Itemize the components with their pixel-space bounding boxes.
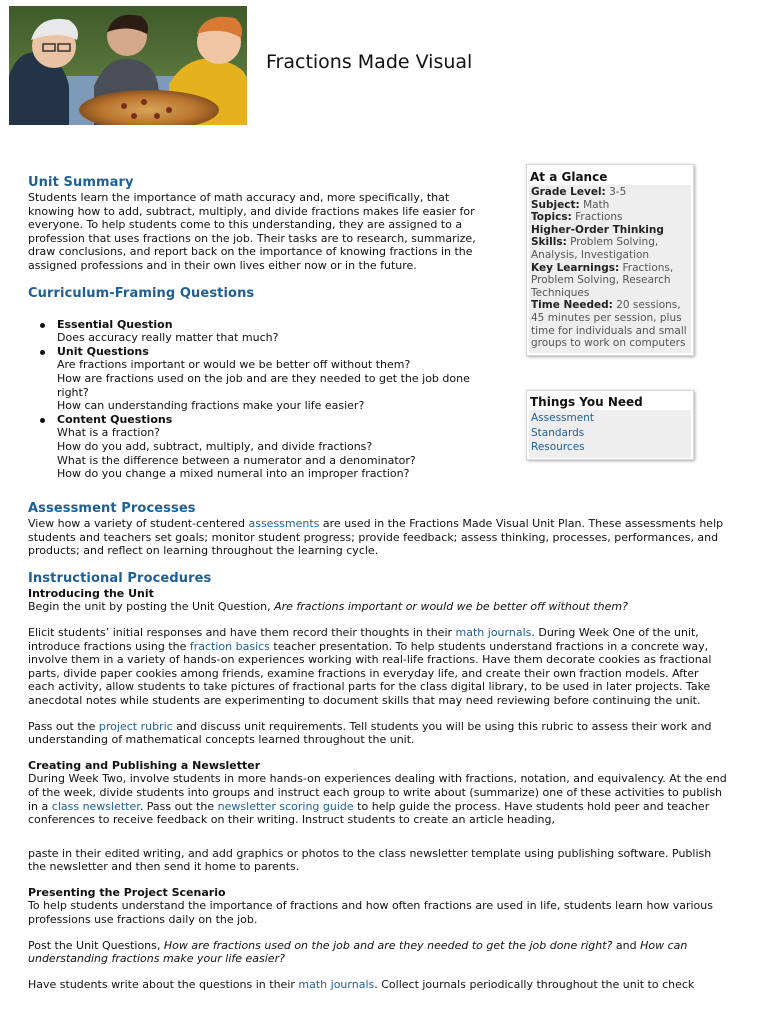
key-learnings-value: Fractions, Problem Solving, Research Techniques	[531, 261, 674, 299]
hot-value: Problem Solving, Analysis, Investigation	[531, 236, 659, 261]
cfq-question: How are fractions used on the job and are they needed to get the job done right?	[57, 371, 470, 399]
introducing-subheading: Introducing the Unit	[28, 586, 154, 600]
topics-label: Topics:	[531, 211, 572, 224]
cfq-item-unit	[28, 345, 498, 413]
cfq-question: How do you change a mixed numeral into an improper fraction?	[57, 467, 410, 481]
question-emphasis: How are fractions used on the job and are they needed to get the job done right?	[163, 938, 613, 952]
text-fragment: Begin the unit by posting the Unit Question,	[28, 600, 275, 614]
assessment-link[interactable]: Assessment	[531, 412, 594, 424]
subject-label: Subject:	[531, 198, 580, 211]
assessment-heading: Assessment Processes	[28, 501, 196, 516]
things-you-need-title: Things You Need	[530, 395, 643, 409]
assessment-text	[28, 517, 728, 558]
bullet-icon	[40, 323, 45, 328]
cfq-heading: Curriculum-Framing Questions	[28, 285, 255, 301]
at-a-glance-box	[526, 164, 694, 356]
scenario-subheading: Presenting the Project Scenario	[28, 885, 226, 899]
full-width-section	[28, 500, 728, 991]
at-a-glance-title: At a Glance	[530, 170, 608, 184]
time-needed-value: 20 sessions, 45 minutes per session, plus time for individuals and small groups to work on computers	[531, 299, 687, 350]
main-column	[28, 174, 498, 481]
text-fragment: teacher presentation. To help students understand fractions in a concrete way, involve them in a variety of hands-on experiences working with real-life fractions. Have them decorate cookies as fractional parts, divide paper cookies among friends, examine fractions in everyday life, and create their own fraction models. After each activity, allow students to take pictures of fractional parts for the class digital library, to be used in later projects. Take anecdotal notes while students are experimenting to document skills that may need reviewing before continuing the unit.	[28, 639, 712, 707]
elicit-paragraph	[28, 626, 728, 708]
key-learnings-label: Key Learnings:	[531, 261, 620, 274]
cfq-list	[28, 318, 498, 481]
hero-photo	[9, 6, 247, 125]
cfq-question: How can understanding fractions make your life easier?	[57, 399, 365, 413]
cfq-label: Unit Questions	[57, 344, 149, 358]
intro-paragraph	[28, 600, 728, 614]
text-fragment: Elicit students’ initial responses and have them record their thoughts in their	[28, 625, 456, 639]
text-fragment: . Collect journals periodically throughout the unit to check	[374, 977, 695, 991]
scenario-paragraph: To help students understand the importance of fractions and how often fractions are used in life, students learn how various professions use fractions daily on the job.	[28, 899, 713, 927]
publish-paragraph: paste in their edited writing, and add graphics or photos to the class newsletter template using publishing software. Publish the newsletter and then send it home to parents.	[28, 846, 712, 874]
cfq-question: What is the difference between a numerator and a denominator?	[57, 453, 416, 467]
fraction-basics-link[interactable]: fraction basics	[189, 639, 270, 653]
topics-value: Fractions	[575, 211, 623, 224]
cfq-question: What is a fraction?	[57, 426, 161, 440]
class-newsletter-link[interactable]: class newsletter	[51, 799, 140, 813]
rubric-paragraph	[28, 720, 728, 747]
page-title: Fractions Made Visual	[266, 51, 473, 73]
text-fragment: and discuss unit requirements. Tell students you will be using this rubric to assess their work and understanding of mathematical concepts learned throughout the unit.	[28, 719, 712, 747]
unit-summary-text: Students learn the importance of math accuracy and, more specifically, that knowing how to add, subtract, multiply, and divide fractions makes life easier for everyone. To help students come to this understanding, they are assigned to a profession that uses fractions on the job. Their tasks are to research, summarize, draw conclusions, and report back on the importance of knowing fractions in the assigned professions and in their own lives either now or in the future.	[28, 191, 476, 272]
project-rubric-link[interactable]: project rubric	[98, 719, 173, 733]
text-fragment: Post the Unit Questions,	[28, 938, 164, 952]
cfq-label: Content Questions	[57, 412, 173, 426]
hot-label: Higher-Order Thinking Skills:	[531, 223, 664, 249]
at-a-glance-body	[529, 185, 691, 353]
journals-paragraph	[28, 978, 728, 992]
things-you-need-links	[529, 410, 691, 458]
math-journals-link[interactable]: math journals	[455, 625, 532, 639]
text-fragment: Pass out the	[28, 719, 99, 733]
grade-value: 3-5	[609, 186, 627, 198]
cfq-label: Essential Question	[57, 317, 173, 331]
grade-label: Grade Level:	[531, 186, 606, 198]
text-fragment: View how a variety of student-centered	[28, 517, 249, 530]
subject-value: Math	[583, 198, 610, 211]
bullet-icon	[40, 418, 45, 423]
newsletter-scoring-guide-link[interactable]: newsletter scoring guide	[217, 799, 354, 813]
unit-summary-heading: Unit Summary	[28, 175, 134, 190]
cfq-question: Are fractions important or would we be better off without them?	[57, 358, 411, 372]
text-fragment: During Week Two, involve students in more hands-on experiences dealing with fractions, notation, and equivalency. At the end of the week, divide students into groups and instruct each group to write about (summarize) one of these activities to publish in a	[28, 772, 727, 813]
things-you-need-box	[526, 390, 694, 460]
text-fragment: . Pass out the	[139, 799, 218, 813]
text-fragment: are used in the Fractions Made Visual Unit Plan. These assessments help students and teachers set goals; monitor student progress; provide feedback; assess thinking, processes, performances, and products; and reflect on learning throughout the learning cycle.	[28, 517, 724, 558]
text-fragment: . During Week One of the unit, introduce fractions using the	[28, 625, 699, 653]
newsletter-subheading: Creating and Publishing a Newsletter	[28, 758, 261, 772]
text-fragment: and	[612, 938, 641, 952]
cfq-question: How do you add, subtract, multiply, and divide fractions?	[57, 439, 373, 453]
math-journals-link-2[interactable]: math journals	[298, 977, 375, 991]
cfq-item-essential	[28, 318, 498, 345]
text-fragment: Have students write about the questions in their	[28, 977, 299, 991]
cfq-question: Does accuracy really matter that much?	[57, 331, 279, 345]
instructional-heading: Instructional Procedures	[28, 570, 212, 586]
time-needed-label: Time Needed:	[531, 299, 613, 312]
newsletter-paragraph	[28, 772, 728, 826]
text-fragment: to help guide the process. Have students hold peer and teacher conferences to receive feedback on their writing. Instruct students to create an article heading,	[28, 799, 710, 827]
standards-link[interactable]: Standards	[531, 426, 585, 439]
resources-link[interactable]: Resources	[531, 441, 585, 453]
question-emphasis: How can understanding fractions make your life easier?	[28, 938, 688, 966]
assessments-link[interactable]: assessments	[248, 517, 320, 530]
cfq-item-content	[28, 413, 498, 481]
post-questions-paragraph	[28, 939, 728, 966]
unit-question-emphasis: Are fractions important or would we be better off without them?	[274, 600, 628, 614]
bullet-icon	[40, 350, 45, 355]
